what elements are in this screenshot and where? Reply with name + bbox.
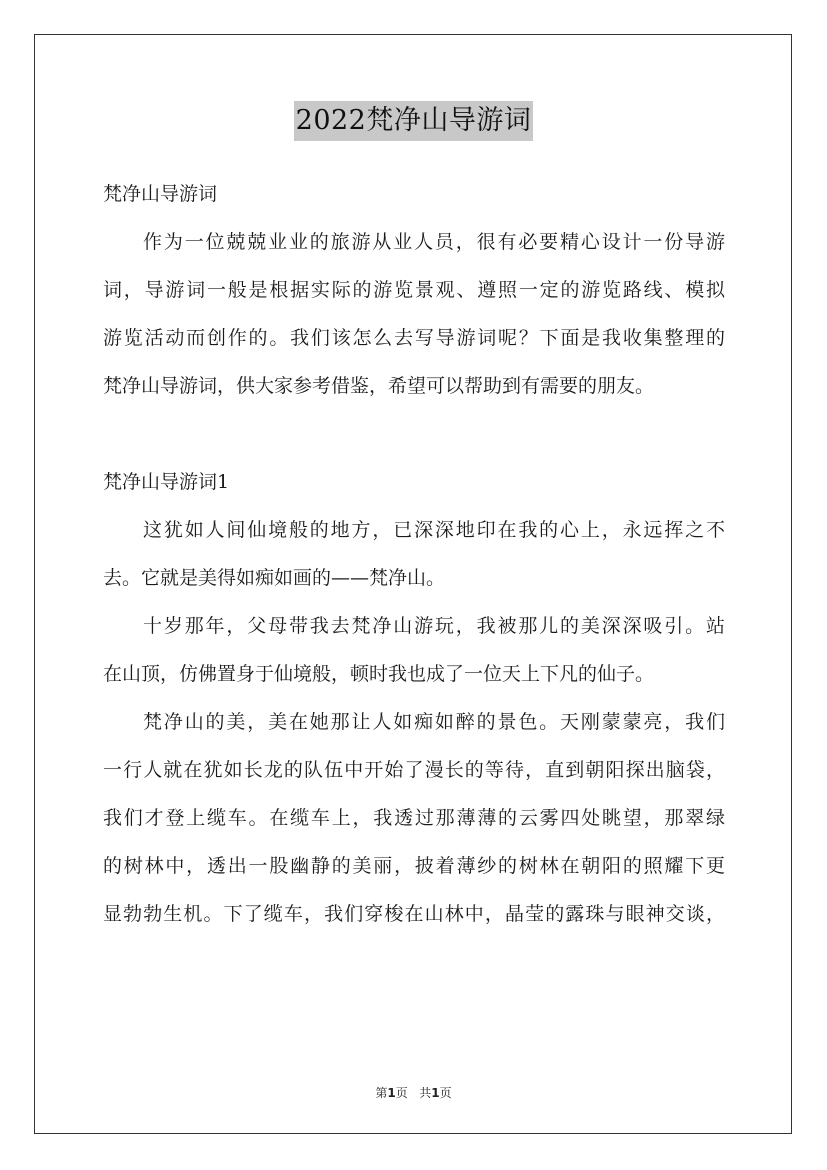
total-suffix: 页 bbox=[439, 1086, 452, 1100]
paragraph-line: 这犹如人间仙境般的地方，已深深地印在我的心上，永远挥之不 bbox=[143, 519, 725, 541]
paragraph-line: 去。它就是美得如痴如画的——梵净山。 bbox=[103, 567, 446, 589]
paragraph-line: 我们才登上缆车。在缆车上，我透过那薄薄的云雾四处眺望，那翠绿 bbox=[103, 807, 725, 829]
page-suffix: 页 bbox=[395, 1086, 408, 1100]
intro-line: 游览活动而创作的。我们该怎么去写导游词呢？下面是我收集整理的 bbox=[103, 327, 725, 349]
document-subtitle: 梵净山导游词 bbox=[103, 183, 218, 205]
intro-line: 梵净山导游词，供大家参考借鉴，希望可以帮助到有需要的朋友。 bbox=[103, 375, 655, 397]
page-number: 1 bbox=[387, 1086, 396, 1100]
paragraph-line: 梵净山的美，美在她那让人如痴如醉的景色。天刚蒙蒙亮，我们 bbox=[143, 711, 725, 733]
paragraph-line: 在山顶，仿佛置身于仙境般，顿时我也成了一位天上下凡的仙子。 bbox=[103, 663, 655, 685]
paragraph-line: 一行人就在犹如长龙的队伍中开始了漫长的等待，直到朝阳探出脑袋， bbox=[103, 759, 725, 781]
document-body bbox=[103, 170, 725, 938]
intro-line: 词，导游词一般是根据实际的游览景观、遵照一定的游览路线、模拟 bbox=[103, 279, 725, 301]
intro-line: 作为一位兢兢业业的旅游从业人员，很有必要精心设计一份导游 bbox=[143, 231, 725, 253]
total-prefix: 共 bbox=[419, 1086, 432, 1100]
blank-line bbox=[103, 410, 725, 458]
document-title: 2022梵净山导游词 bbox=[294, 101, 534, 141]
page-footer bbox=[0, 1084, 827, 1101]
paragraph-line: 显勃勃生机。下了缆车，我们穿梭在山林中，晶莹的露珠与眼神交谈， bbox=[103, 903, 725, 925]
section-heading: 梵净山导游词1 bbox=[103, 471, 230, 493]
paragraph-line: 十岁那年，父母带我去梵净山游玩，我被那儿的美深深吸引。站 bbox=[143, 615, 725, 637]
total-pages: 1 bbox=[431, 1086, 440, 1100]
paragraph-line: 的树林中，透出一股幽静的美丽，披着薄纱的树林在朝阳的照耀下更 bbox=[103, 855, 725, 877]
page-prefix: 第 bbox=[375, 1086, 388, 1100]
title-container bbox=[0, 101, 827, 141]
